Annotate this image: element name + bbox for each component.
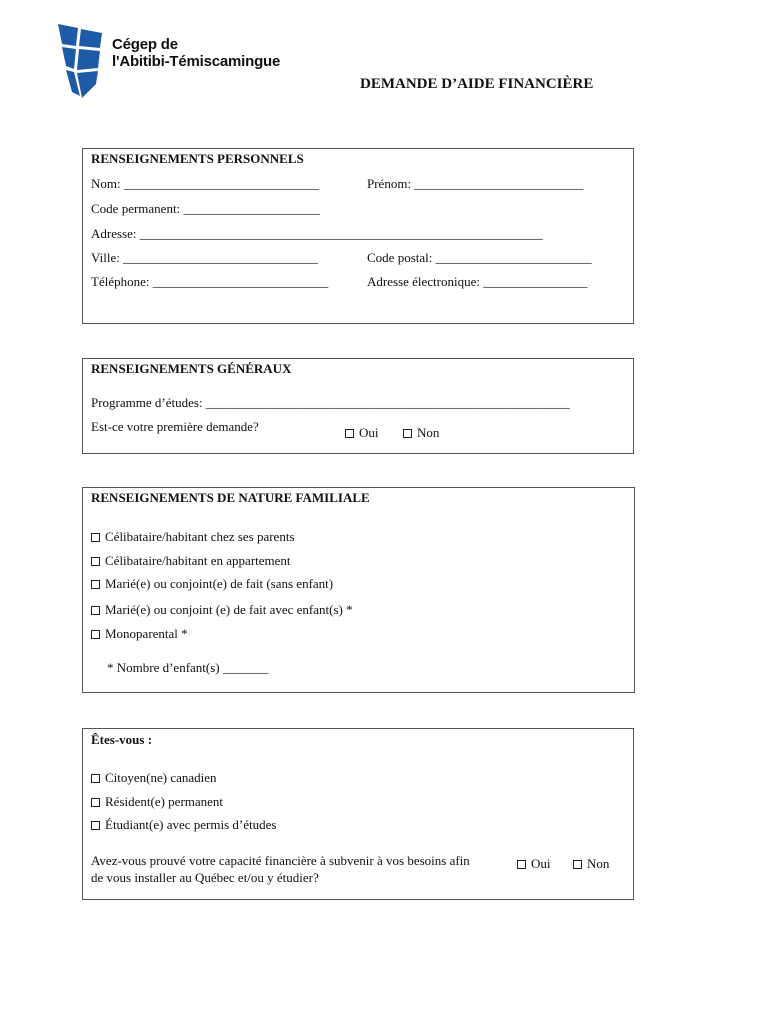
- ville-field[interactable]: Ville: ______________________________: [91, 250, 319, 265]
- financial-capacity-question-line1: Avez-vous prouvé votre capacité financière à subvenir à vos besoins afin: [91, 853, 470, 868]
- checkbox-icon[interactable]: [91, 606, 100, 615]
- personal-info-heading: RENSEIGNEMENTS PERSONNELS: [91, 151, 304, 166]
- status-option-label: Résident(e) permanent: [105, 794, 224, 809]
- first-request-oui-option[interactable]: [345, 425, 379, 441]
- family-option[interactable]: [91, 576, 333, 592]
- general-info-section: [82, 358, 634, 454]
- email-field[interactable]: Adresse électronique: ________________: [367, 274, 588, 289]
- checkbox-icon[interactable]: [403, 429, 412, 438]
- family-info-section: [82, 487, 635, 693]
- telephone-field[interactable]: Téléphone: ___________________________: [91, 274, 329, 289]
- checkbox-icon[interactable]: [91, 533, 100, 542]
- adresse-field[interactable]: Adresse: ______________________________________________________________: [91, 226, 543, 241]
- personal-info-section: [82, 148, 634, 324]
- family-option-label: Célibataire/habitant chez ses parents: [105, 529, 295, 544]
- logo-line-1: Cégep de: [112, 36, 178, 53]
- first-request-question: Est-ce votre première demande?: [91, 419, 259, 434]
- status-option[interactable]: [91, 770, 217, 786]
- status-option[interactable]: [91, 817, 276, 833]
- oui-label: Oui: [531, 856, 551, 871]
- non-label: Non: [417, 425, 440, 440]
- checkbox-icon[interactable]: [91, 798, 100, 807]
- checkbox-icon[interactable]: [91, 630, 100, 639]
- financial-capacity-non-option[interactable]: [573, 856, 609, 872]
- logo-mark-icon: [56, 24, 116, 104]
- oui-label: Oui: [359, 425, 379, 440]
- family-option[interactable]: [91, 602, 353, 618]
- prenom-field[interactable]: Prénom: __________________________: [367, 176, 584, 191]
- non-label: Non: [587, 856, 610, 871]
- family-option-label: Marié(e) ou conjoint (e) de fait avec enfant(s) *: [105, 602, 353, 617]
- status-option-label: Étudiant(e) avec permis d’études: [105, 817, 277, 832]
- financial-capacity-oui-option[interactable]: [517, 856, 551, 872]
- document-title: DEMANDE D’AIDE FINANCIÈRE: [360, 76, 594, 92]
- financial-capacity-question-line2: de vous installer au Québec et/ou y étudier?: [91, 870, 319, 885]
- code-permanent-field[interactable]: Code permanent: _____________________: [91, 201, 320, 216]
- family-option-label: Monoparental *: [105, 626, 188, 641]
- family-info-heading: RENSEIGNEMENTS DE NATURE FAMILIALE: [91, 490, 370, 505]
- status-section: [82, 728, 634, 900]
- nom-field[interactable]: Nom: ______________________________: [91, 176, 319, 191]
- general-info-heading: RENSEIGNEMENTS GÉNÉRAUX: [91, 361, 292, 376]
- status-heading: Êtes-vous :: [91, 732, 153, 747]
- family-option-label: Célibataire/habitant en appartement: [105, 553, 291, 568]
- checkbox-icon[interactable]: [91, 557, 100, 566]
- family-option[interactable]: [91, 529, 295, 545]
- family-option-label: Marié(e) ou conjoint(e) de fait (sans enfant): [105, 576, 334, 591]
- programme-field[interactable]: Programme d’études: ________________________________________________________: [91, 395, 570, 410]
- logo-line-2: l'Abitibi-Témiscamingue: [112, 53, 281, 70]
- status-option[interactable]: [91, 794, 223, 810]
- family-option[interactable]: [91, 553, 291, 569]
- checkbox-icon[interactable]: [91, 821, 100, 830]
- checkbox-icon[interactable]: [345, 429, 354, 438]
- children-count-field[interactable]: * Nombre d’enfant(s) _______: [107, 660, 269, 675]
- logo-wordmark: [112, 36, 280, 70]
- checkbox-icon[interactable]: [91, 774, 100, 783]
- status-option-label: Citoyen(ne) canadien: [105, 770, 217, 785]
- checkbox-icon[interactable]: [573, 860, 582, 869]
- code-postal-field[interactable]: Code postal: ________________________: [367, 250, 592, 265]
- family-option[interactable]: [91, 626, 188, 642]
- checkbox-icon[interactable]: [91, 580, 100, 589]
- checkbox-icon[interactable]: [517, 860, 526, 869]
- first-request-non-option[interactable]: [403, 425, 439, 441]
